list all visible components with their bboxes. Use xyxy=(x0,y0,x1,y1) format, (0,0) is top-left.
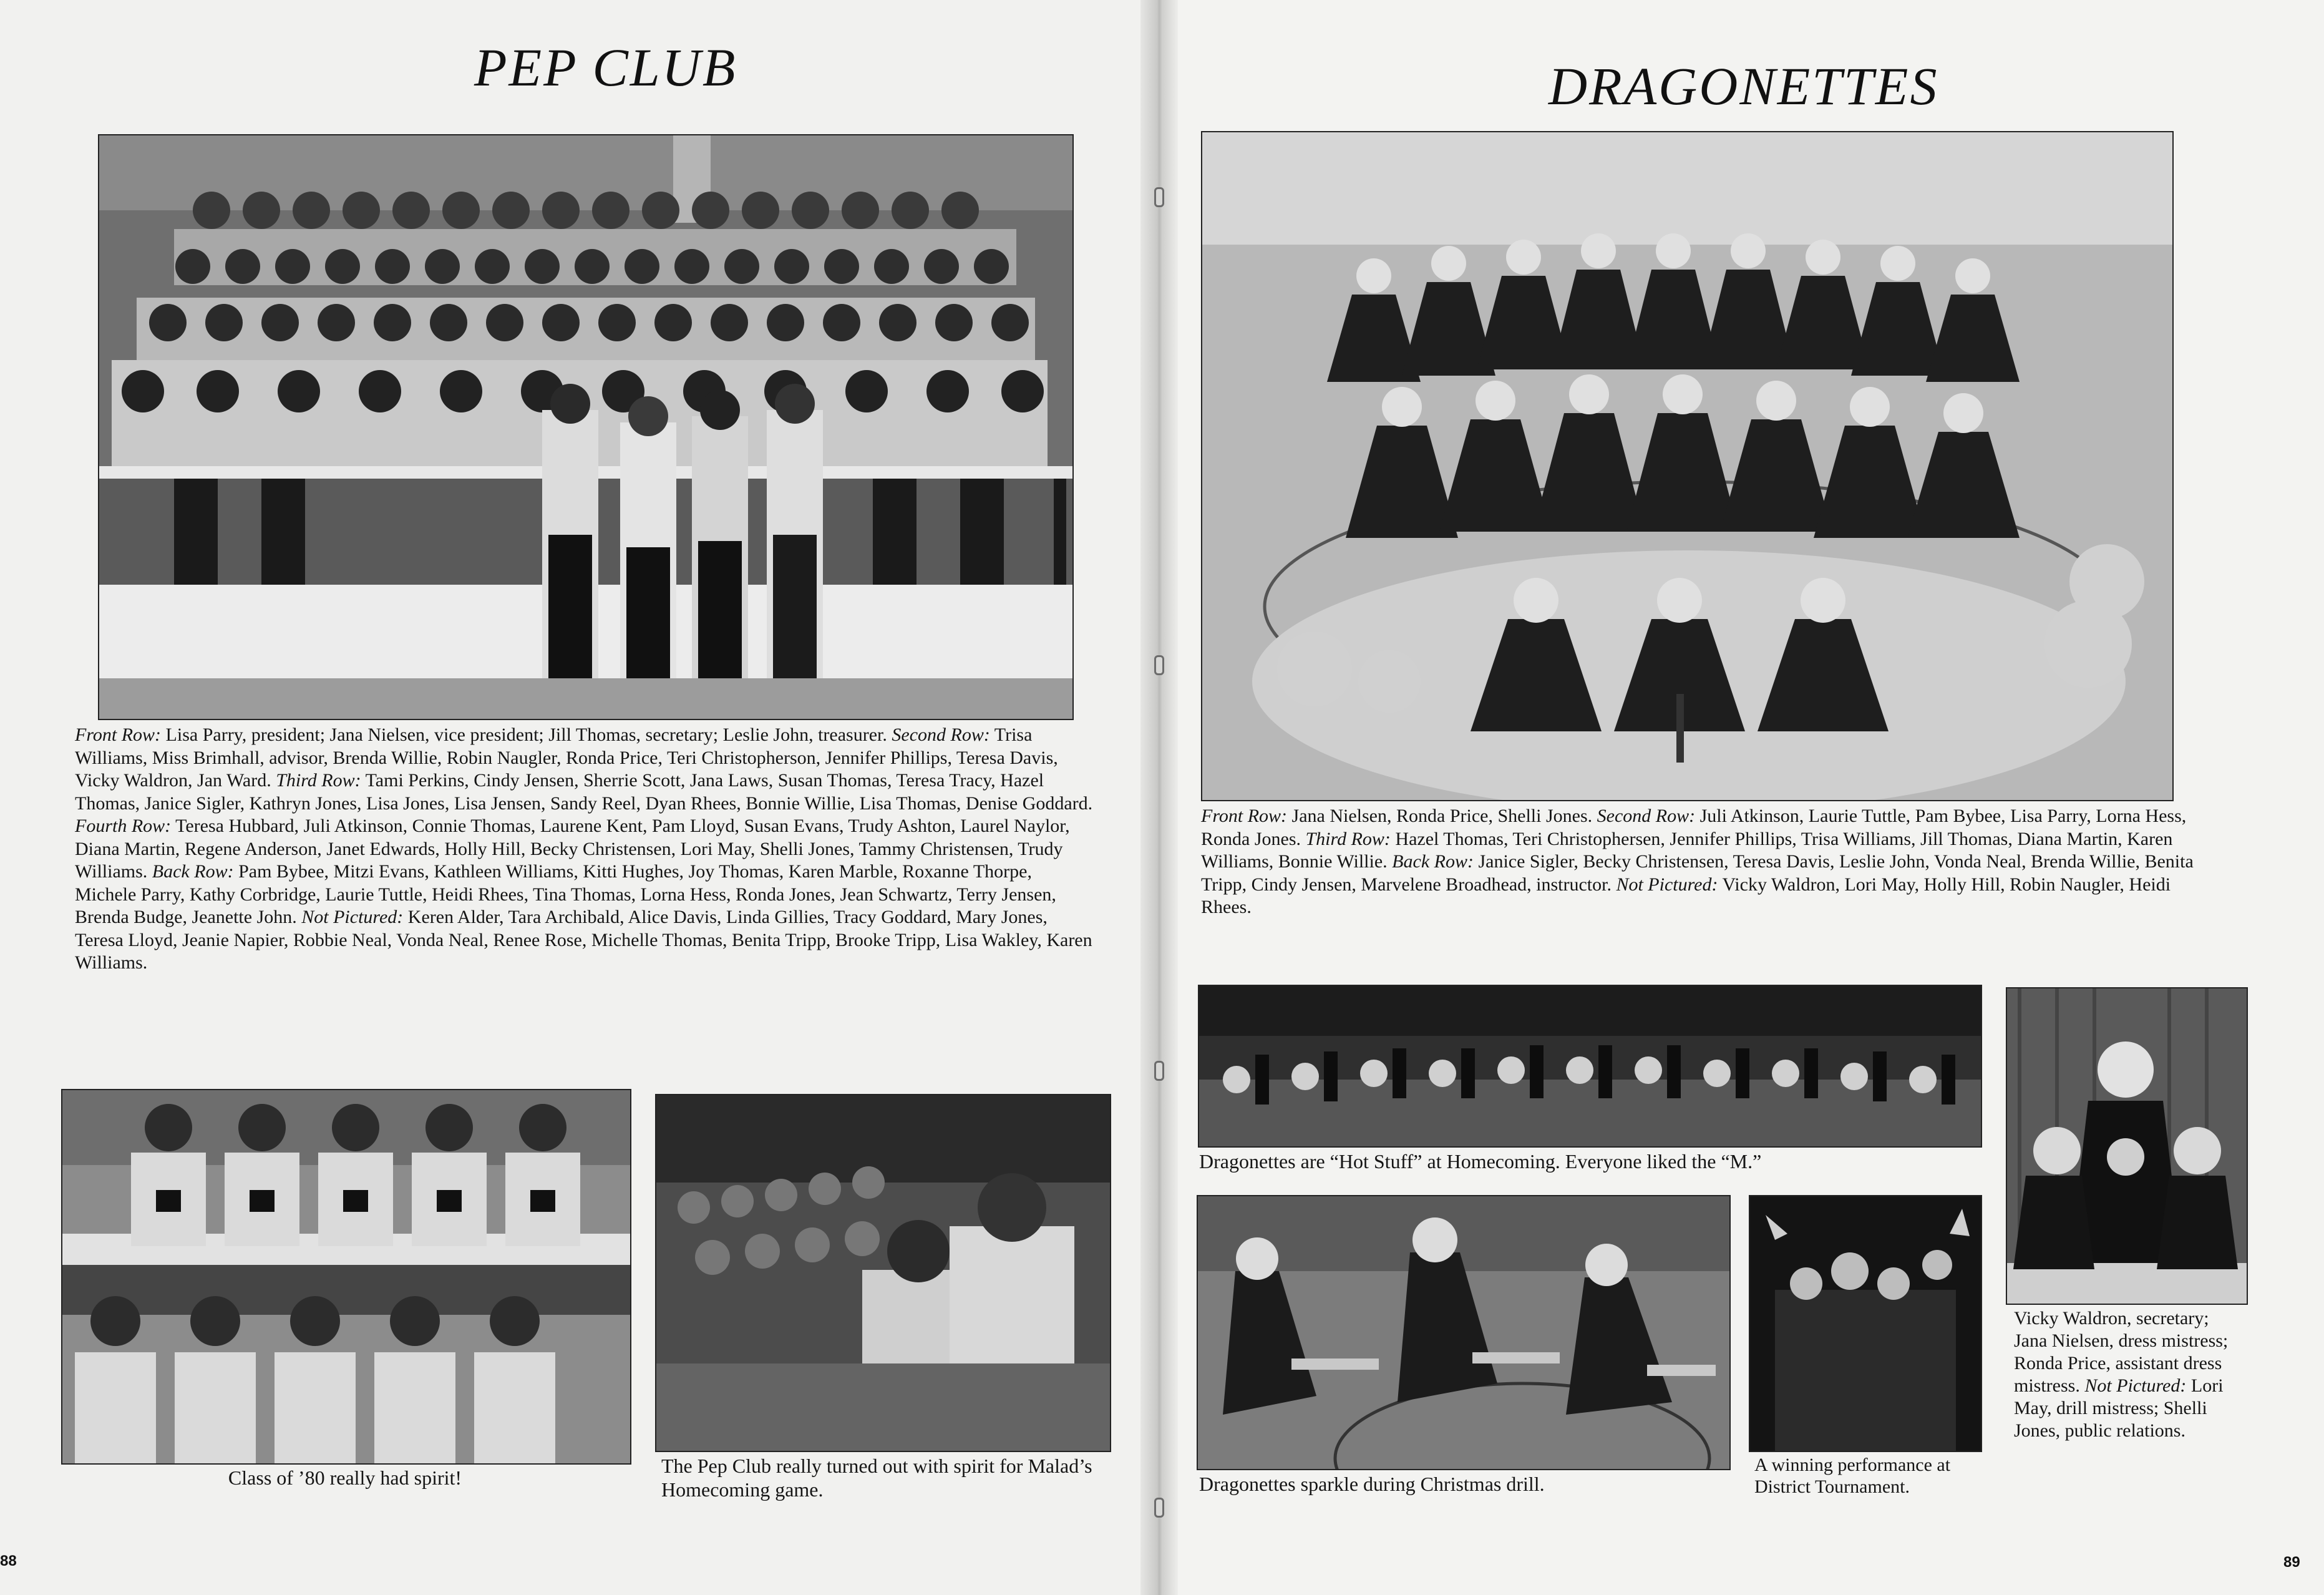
district-tournament-photo xyxy=(1749,1195,1982,1452)
caption-row-names: Hazel Thomas, Teri Christophersen, Jennifer Phillips, Trisa Williams, Jill Thomas, Diana Martin, Karen Williams, Bonnie Willie. xyxy=(1201,828,2173,872)
hot-stuff-homecoming-photo xyxy=(1198,985,1982,1148)
caption-row-names: Lisa Parry, president; Jana Nielsen, vice president; Jill Thomas, secretary; Leslie John, treasurer. xyxy=(161,724,892,745)
caption-row-names: Jana Nielsen, Ronda Price, Shelli Jones. xyxy=(1287,806,1597,826)
dragonette-officers-caption xyxy=(2014,1307,2245,1442)
binding-stitch xyxy=(1154,655,1164,675)
caption-row-label: Second Row: xyxy=(1597,806,1696,826)
caption-row-label: Not Pictured: xyxy=(2084,1375,2187,1396)
district-tournament-caption: A winning performance at District Tournament. xyxy=(1754,1455,1951,1497)
caption-row-names: Trisa Williams, Miss Brimhall, advisor, Brenda Willie, Robin Naugler, Ronda Price, Teri Christopherson, Jennifer Phillips, Teresa Davis, Vicky Waldron, Jan Ward. xyxy=(75,724,1058,791)
caption-row-names: Pam Bybee, Mitzi Evans, Kathleen Williams, Kitti Hughes, Joy Thomas, Karen Marble, Roxanne Thorpe, Michele Parry, Kathy Corbridge, Laurie Tuttle, Heidi Rhees, Tina Thomas, Lorna Hess, Ronda Jones, Jean Schwartz, Terry Jensen, Brenda Budge, Jeanette John. xyxy=(75,861,1056,927)
pep-club-group-caption xyxy=(75,724,1095,975)
caption-row-label: Not Pictured: xyxy=(301,907,404,927)
caption-row-label: Second Row: xyxy=(892,724,990,745)
caption-row-label: Front Row: xyxy=(1201,806,1288,826)
caption-row-names: Janice Sigler, Becky Christensen, Teresa Davis, Leslie John, Vonda Neal, Brenda Willie, Benita Tripp, Cindy Jensen, Marvelene Broadhead, instructor. xyxy=(1201,851,2194,895)
caption-row-label: Third Row: xyxy=(276,770,361,791)
pep-club-title: PEP CLUB xyxy=(474,37,737,97)
binding-stitch xyxy=(1154,187,1164,207)
left-page-number: 88 xyxy=(0,1553,17,1569)
binding-gutter xyxy=(1140,0,1178,1595)
caption-row-names: Vicky Waldron, Lori May, Holly Hill, Robin Naugler, Heidi Rhees. xyxy=(1201,874,2171,917)
caption-row-label: Not Pictured: xyxy=(1616,874,1718,895)
pep-club-group-photo xyxy=(98,134,1074,720)
christmas-drill-caption: Dragonettes sparkle during Christmas drill. xyxy=(1199,1473,1545,1495)
right-page-number: 89 xyxy=(2283,1554,2300,1571)
caption-row-label: Back Row: xyxy=(152,861,234,882)
caption-row-label: Back Row: xyxy=(1392,851,1474,872)
class-of-80-caption: Class of ’80 really had spirit! xyxy=(228,1466,462,1489)
caption-row-names: Keren Alder, Tara Archibald, Alice Davis, Linda Gillies, Tracy Goddard, Mary Jones, Teresa Lloyd, Jeanie Napier, Robbie Neal, Vonda Neal, Renee Rose, Michelle Thomas, Benita Tripp, Brooke Tripp, Lisa Wakley, Karen Williams. xyxy=(75,907,1092,973)
homecoming-pep-club-caption: The Pep Club really turned out with spirit for Malad’s Homecoming game. xyxy=(661,1455,1092,1501)
christmas-drill-photo xyxy=(1197,1195,1731,1470)
officers-names: Lori May, drill mistress; Shelli Jones, public relations. xyxy=(2014,1375,2224,1441)
binding-stitch xyxy=(1154,1061,1164,1081)
dragonettes-group-photo xyxy=(1201,131,2174,801)
dragonette-officers-photo xyxy=(2006,987,2248,1305)
binding-stitch xyxy=(1154,1498,1164,1518)
caption-row-label: Third Row: xyxy=(1305,828,1391,849)
caption-row-names: Juli Atkinson, Laurie Tuttle, Pam Bybee, Lisa Parry, Lorna Hess, Ronda Jones. xyxy=(1201,806,2187,849)
class-of-80-photo xyxy=(61,1089,631,1465)
dragonettes-group-caption xyxy=(1201,805,2224,919)
caption-row-label: Front Row: xyxy=(75,724,162,745)
homecoming-pep-club-photo xyxy=(655,1094,1111,1452)
hot-stuff-caption: Dragonettes are “Hot Stuff” at Homecoming. Everyone liked the “M.” xyxy=(1199,1150,1762,1173)
caption-row-names: Tami Perkins, Cindy Jensen, Sherrie Scott, Jana Laws, Susan Thomas, Teresa Tracy, Hazel Thomas, Janice Sigler, Kathryn Jones, Lisa Jones, Lisa Jensen, Sandy Reel, Dyan Rhees, Bonnie Willie, Lisa Thomas, Denise Goddard. xyxy=(75,770,1093,814)
officers-names: Vicky Waldron, secretary; Jana Nielsen, dress mistress; Ronda Price, assistant dress mistress. xyxy=(2014,1308,2229,1396)
caption-row-label: Fourth Row: xyxy=(75,816,172,836)
caption-row-names: Teresa Hubbard, Juli Atkinson, Connie Thomas, Laurene Kent, Pam Lloyd, Susan Evans, Trudy Ashton, Laurel Naylor, Diana Martin, Regene Anderson, Janet Edwards, Holly Hill, Becky Christensen, Lori May, Shelli Jones, Tammy Christensen, Trudy Williams. xyxy=(75,816,1070,882)
dragonettes-title: DRAGONETTES xyxy=(1549,56,1939,116)
